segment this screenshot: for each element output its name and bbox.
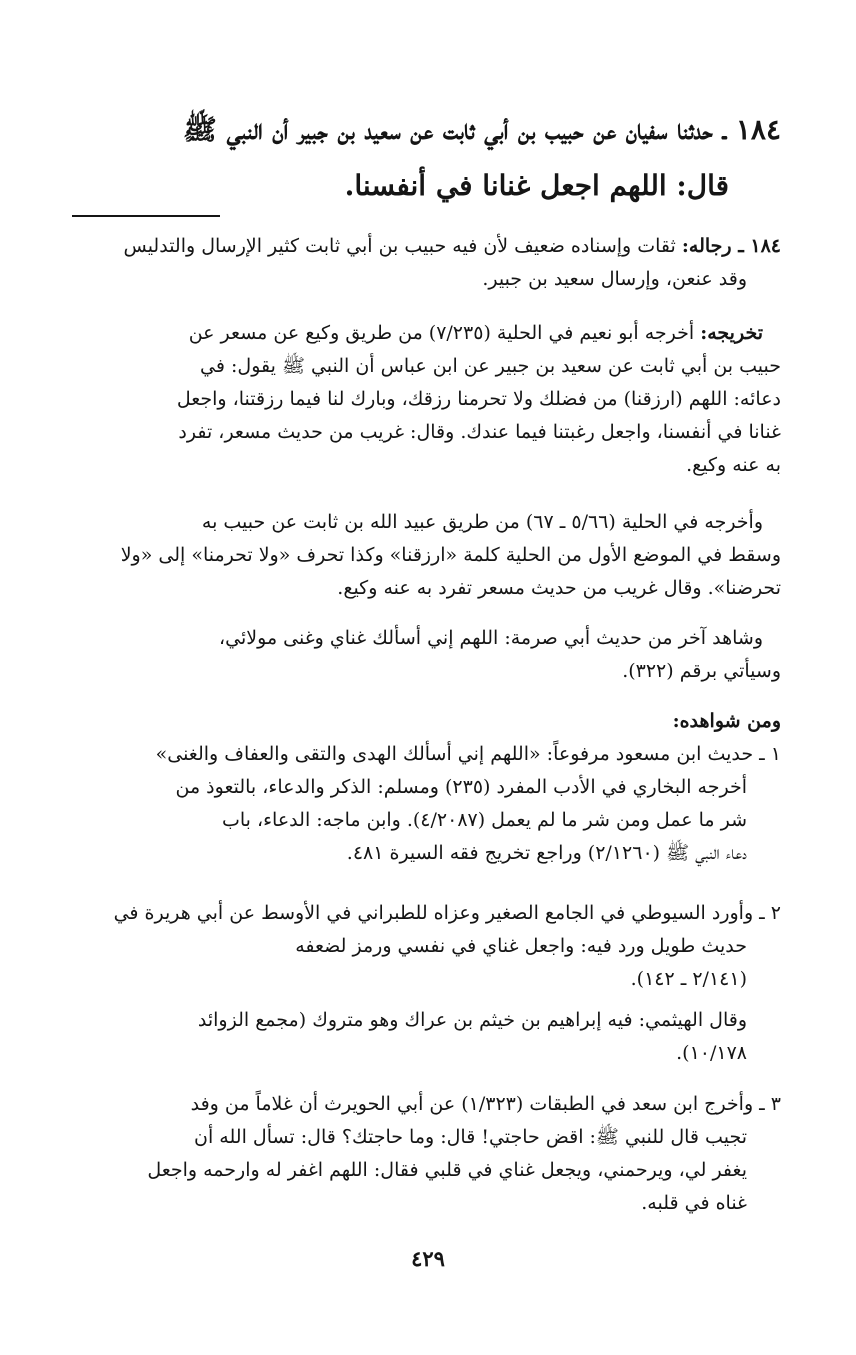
hilya-note (71, 506, 781, 605)
takhrij-text-3: دعائه: اللهم (ارزقنا) من فضلك ولا تحرمنا رزقك، وبارك لنا فيما رزقتنا، واجعل (176, 388, 781, 410)
hadith-line-2: قال: اللهم اجعل غنانا في أنفسنا. (344, 169, 729, 202)
shahid-2-line-1: ٢ ـ وأورد السيوطي في الجامع الصغير وعزاه للطبراني في الأوسط عن أبي هريرة في (113, 902, 781, 924)
footnote-separator (72, 215, 220, 217)
takhrij-text-4: غنانا في أنفسنا، واجعل رغبتنا فيما عندك. وقال: غريب من حديث مسعر، تفرد (178, 421, 781, 443)
shahid-note (71, 622, 781, 688)
hilya-text-3: تحرضنا». وقال غريب من حديث مسعر تفرد به عنه وكيع. (337, 577, 781, 599)
shawahid-section (71, 705, 781, 870)
rijal-label: ١٨٤ ـ رجاله: (681, 235, 781, 257)
hadith-line-1: ١٨٤ ـ حدثنا سفيان عن حبيب بن أبي ثابت عن سعيد بن جبير أن النبي ﷺ (183, 113, 781, 146)
haythami-line-1: وقال الهيثمي: فيه إبراهيم بن خيثم بن عراك وهو متروك (مجمع الزوائد (197, 1009, 747, 1031)
shahid-3-line-3: يغفر لي، ويرحمني، ويجعل غناي في قلبي فقال: اللهم اغفر له وارحمه واجعل (147, 1159, 747, 1181)
hilya-text-1: وأخرجه في الحلية (٥/٦٦ ـ ٦٧) من طريق عبيد الله بن ثابت عن حبيب به (201, 511, 763, 533)
shahid-3 (71, 1088, 781, 1220)
shahid-3-line-4: غناه في قلبه. (641, 1192, 747, 1214)
shahid-3-line-2: تجيب قال للنبي ﷺ: اقض حاجتي! قال: وما حاجتك؟ قال: تسأل الله أن (194, 1126, 747, 1148)
shahid-2-line-3: (٢/١٤١ ـ ١٤٢). (630, 968, 747, 990)
hadith-text (71, 102, 781, 214)
shahid-1-line-3: شر ما عمل ومن شر ما لم يعمل (٤/٢٠٨٧). وابن ماجه: الدعاء، باب (221, 809, 747, 831)
rijal-text-2: وقد عنعن، وإرسال سعيد بن جبير. (482, 268, 747, 290)
shahid-text-2: وسيأتي برقم (٣٢٢). (622, 660, 781, 682)
shahid-1-line-1: ١ ـ حديث ابن مسعود مرفوعاً: «اللهم إني أسألك الهدى والتقى والعفاف والغنى» (155, 743, 781, 765)
shahid-1-line-2: أخرجه البخاري في الأدب المفرد (٢٣٥) ومسلم: الذكر والدعاء، بالتعوذ من (175, 776, 747, 798)
takhrij-text-5: به عنه وكيع. (686, 454, 781, 476)
shahid-3-line-1: ٣ ـ وأخرج ابن سعد في الطبقات (١/٣٢٣) عن أبي الحويرث أن غلاماً من وفد (190, 1093, 781, 1115)
shahid-2-line-2: حديث طويل ورد فيه: واجعل غناي في نفسي ورمز لضعفه (295, 935, 747, 957)
shahid-2 (71, 897, 781, 1070)
takhrij-note (71, 317, 781, 482)
shahid-1-line-4: دعاء النبي ﷺ (٢/١٢٦٠) وراجع تخريج فقه السيرة ٤٨١. (346, 842, 747, 864)
haythami-line-2: ١٠/١٧٨). (676, 1042, 747, 1064)
shawahid-heading: ومن شواهده: (672, 710, 781, 732)
shahid-text-1: وشاهد آخر من حديث أبي صرمة: اللهم إني أسألك غناي وغنى مولائي، (219, 627, 763, 649)
rijal-note (71, 230, 781, 296)
hilya-text-2: وسقط في الموضع الأول من الحلية كلمة «ارزقنا» وكذا تحرف «ولا تحرمنا» إلى «ولا (120, 544, 781, 566)
takhrij-text-1: أخرجه أبو نعيم في الحلية (٧/٢٣٥) من طريق وكيع عن مسعر عن (188, 322, 701, 344)
takhrij-text-2: حبيب بن أبي ثابت عن سعيد بن جبير عن ابن عباس أن النبي ﷺ يقول: في (200, 355, 781, 377)
takhrij-label: تخريجه: (700, 322, 763, 344)
rijal-text-1: ثقات وإسناده ضعيف لأن فيه حبيب بن أبي ثابت كثير الإرسال والتدليس (123, 235, 682, 257)
page-number: ٤٢٩ (411, 1246, 445, 1271)
